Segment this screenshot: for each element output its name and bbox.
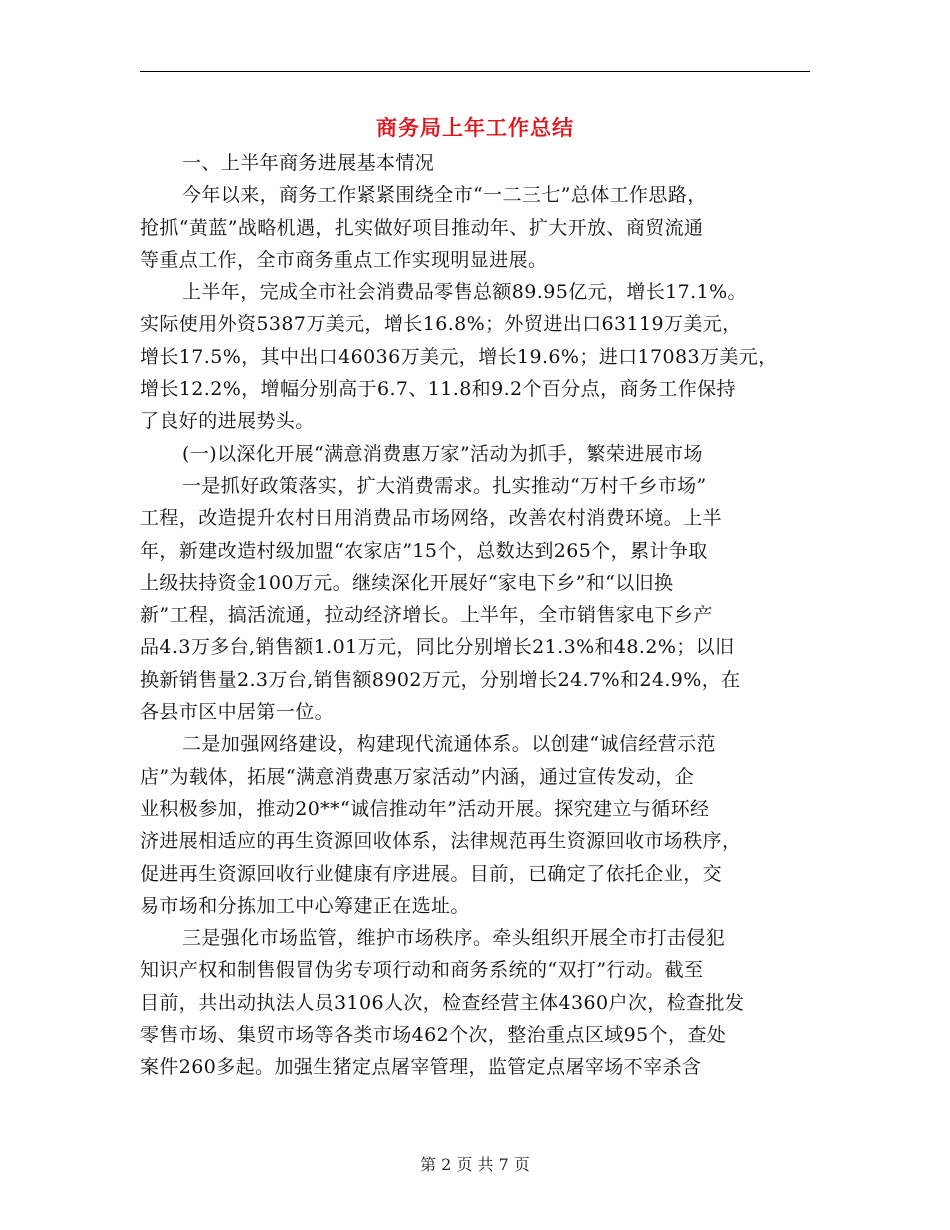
text-line: 目前，共出动执法人员3106人次，检查经营主体4360户次，检查批发 (140, 991, 745, 1014)
text-line: 促进再生资源回收行业健康有序进展。目前，已确定了依托企业，交 (140, 862, 723, 885)
document-body (140, 147, 812, 1084)
text-line: 实际使用外资5387万美元，增长16.8%；外贸进出口63119万美元， (140, 313, 742, 336)
text-line: 增长17.5%，其中出口46036万美元，增长19.6%；进口17083万美元， (140, 345, 778, 368)
text-line: 上半年，完成全市社会消费品零售总额89.95亿元，增长17.1%。 (182, 281, 747, 304)
text-line: 了良好的进展势头。 (140, 410, 315, 433)
text-line: 品4.3万多台,销售额1.01万元，同比分别增长21.3%和48.2%；以旧 (140, 636, 735, 659)
text-line: 一是抓好政策落实，扩大消费需求。扎实推动“万村千乡市场” (182, 474, 707, 497)
text-line: 济进展相适应的再生资源回收体系，法律规范再生资源回收市场秩序， (140, 830, 742, 853)
text-line: 今年以来，商务工作紧紧围绕全市“一二三七”总体工作思路， (182, 184, 707, 207)
text-line: 二是加强网络建设，构建现代流通体系。以创建“诚信经营示范 (182, 733, 716, 756)
text-line: 等重点工作，全市商务重点工作实现明显进展。 (140, 248, 548, 271)
text-line: 业积极参加，推动20**“诚信推动年”活动开展。探究建立与循环经 (140, 797, 710, 820)
text-line: 新”工程，搞活流通，拉动经济增长。上半年，全市销售家电下乡产 (140, 604, 713, 627)
document-title: 商务局上年工作总结 (376, 115, 574, 140)
text-line: 易市场和分拣加工中心筹建正在选址。 (140, 894, 470, 917)
text-line: (一)以深化开展“满意消费惠万家”活动为抓手，繁荣进展市场 (182, 442, 703, 465)
text-line: 增长12.2%，增幅分别高于6.7、11.8和9.2个百分点，商务工作保持 (140, 378, 736, 401)
text-line: 店”为载体，拓展“满意消费惠万家活动”内涵，通过宣传发动，企 (140, 765, 695, 788)
text-line: 一、上半年商务进展基本情况 (182, 152, 435, 174)
header-rule (140, 71, 810, 72)
text-line: 抢抓“黄蓝”战略机遇，扎实做好项目推动年、扩大开放、商贸流通 (140, 216, 704, 239)
text-line: 零售市场、集贸市场等各类市场462个次，整治重点区域95个，查处 (140, 1024, 727, 1047)
text-line: 知识产权和制售假冒伪劣专项行动和商务系统的“双打”行动。截至 (140, 959, 704, 982)
text-line: 换新销售量2.3万台,销售额8902万元，分别增长24.7%和24.9%，在 (140, 668, 741, 691)
page-number: 第 2 页 共 7 页 (420, 1155, 530, 1174)
text-line: 案件260多起。加强生猪定点屠宰管理，监管定点屠宰场不宰杀含 (140, 1056, 702, 1079)
text-line: 各县市区中居第一位。 (140, 701, 335, 724)
text-line: 年，新建改造村级加盟“农家店”15个，总数达到265个，累计争取 (140, 539, 708, 562)
text-line: 工程，改造提升农村日用消费品市场网络，改善农村消费环境。上半 (140, 507, 723, 530)
text-line: 三是强化市场监管，维护市场秩序。牵头组织开展全市打击侵犯 (182, 927, 726, 950)
text-line: 上级扶持资金100万元。继续深化开展好“家电下乡”和“以旧换 (140, 571, 674, 594)
